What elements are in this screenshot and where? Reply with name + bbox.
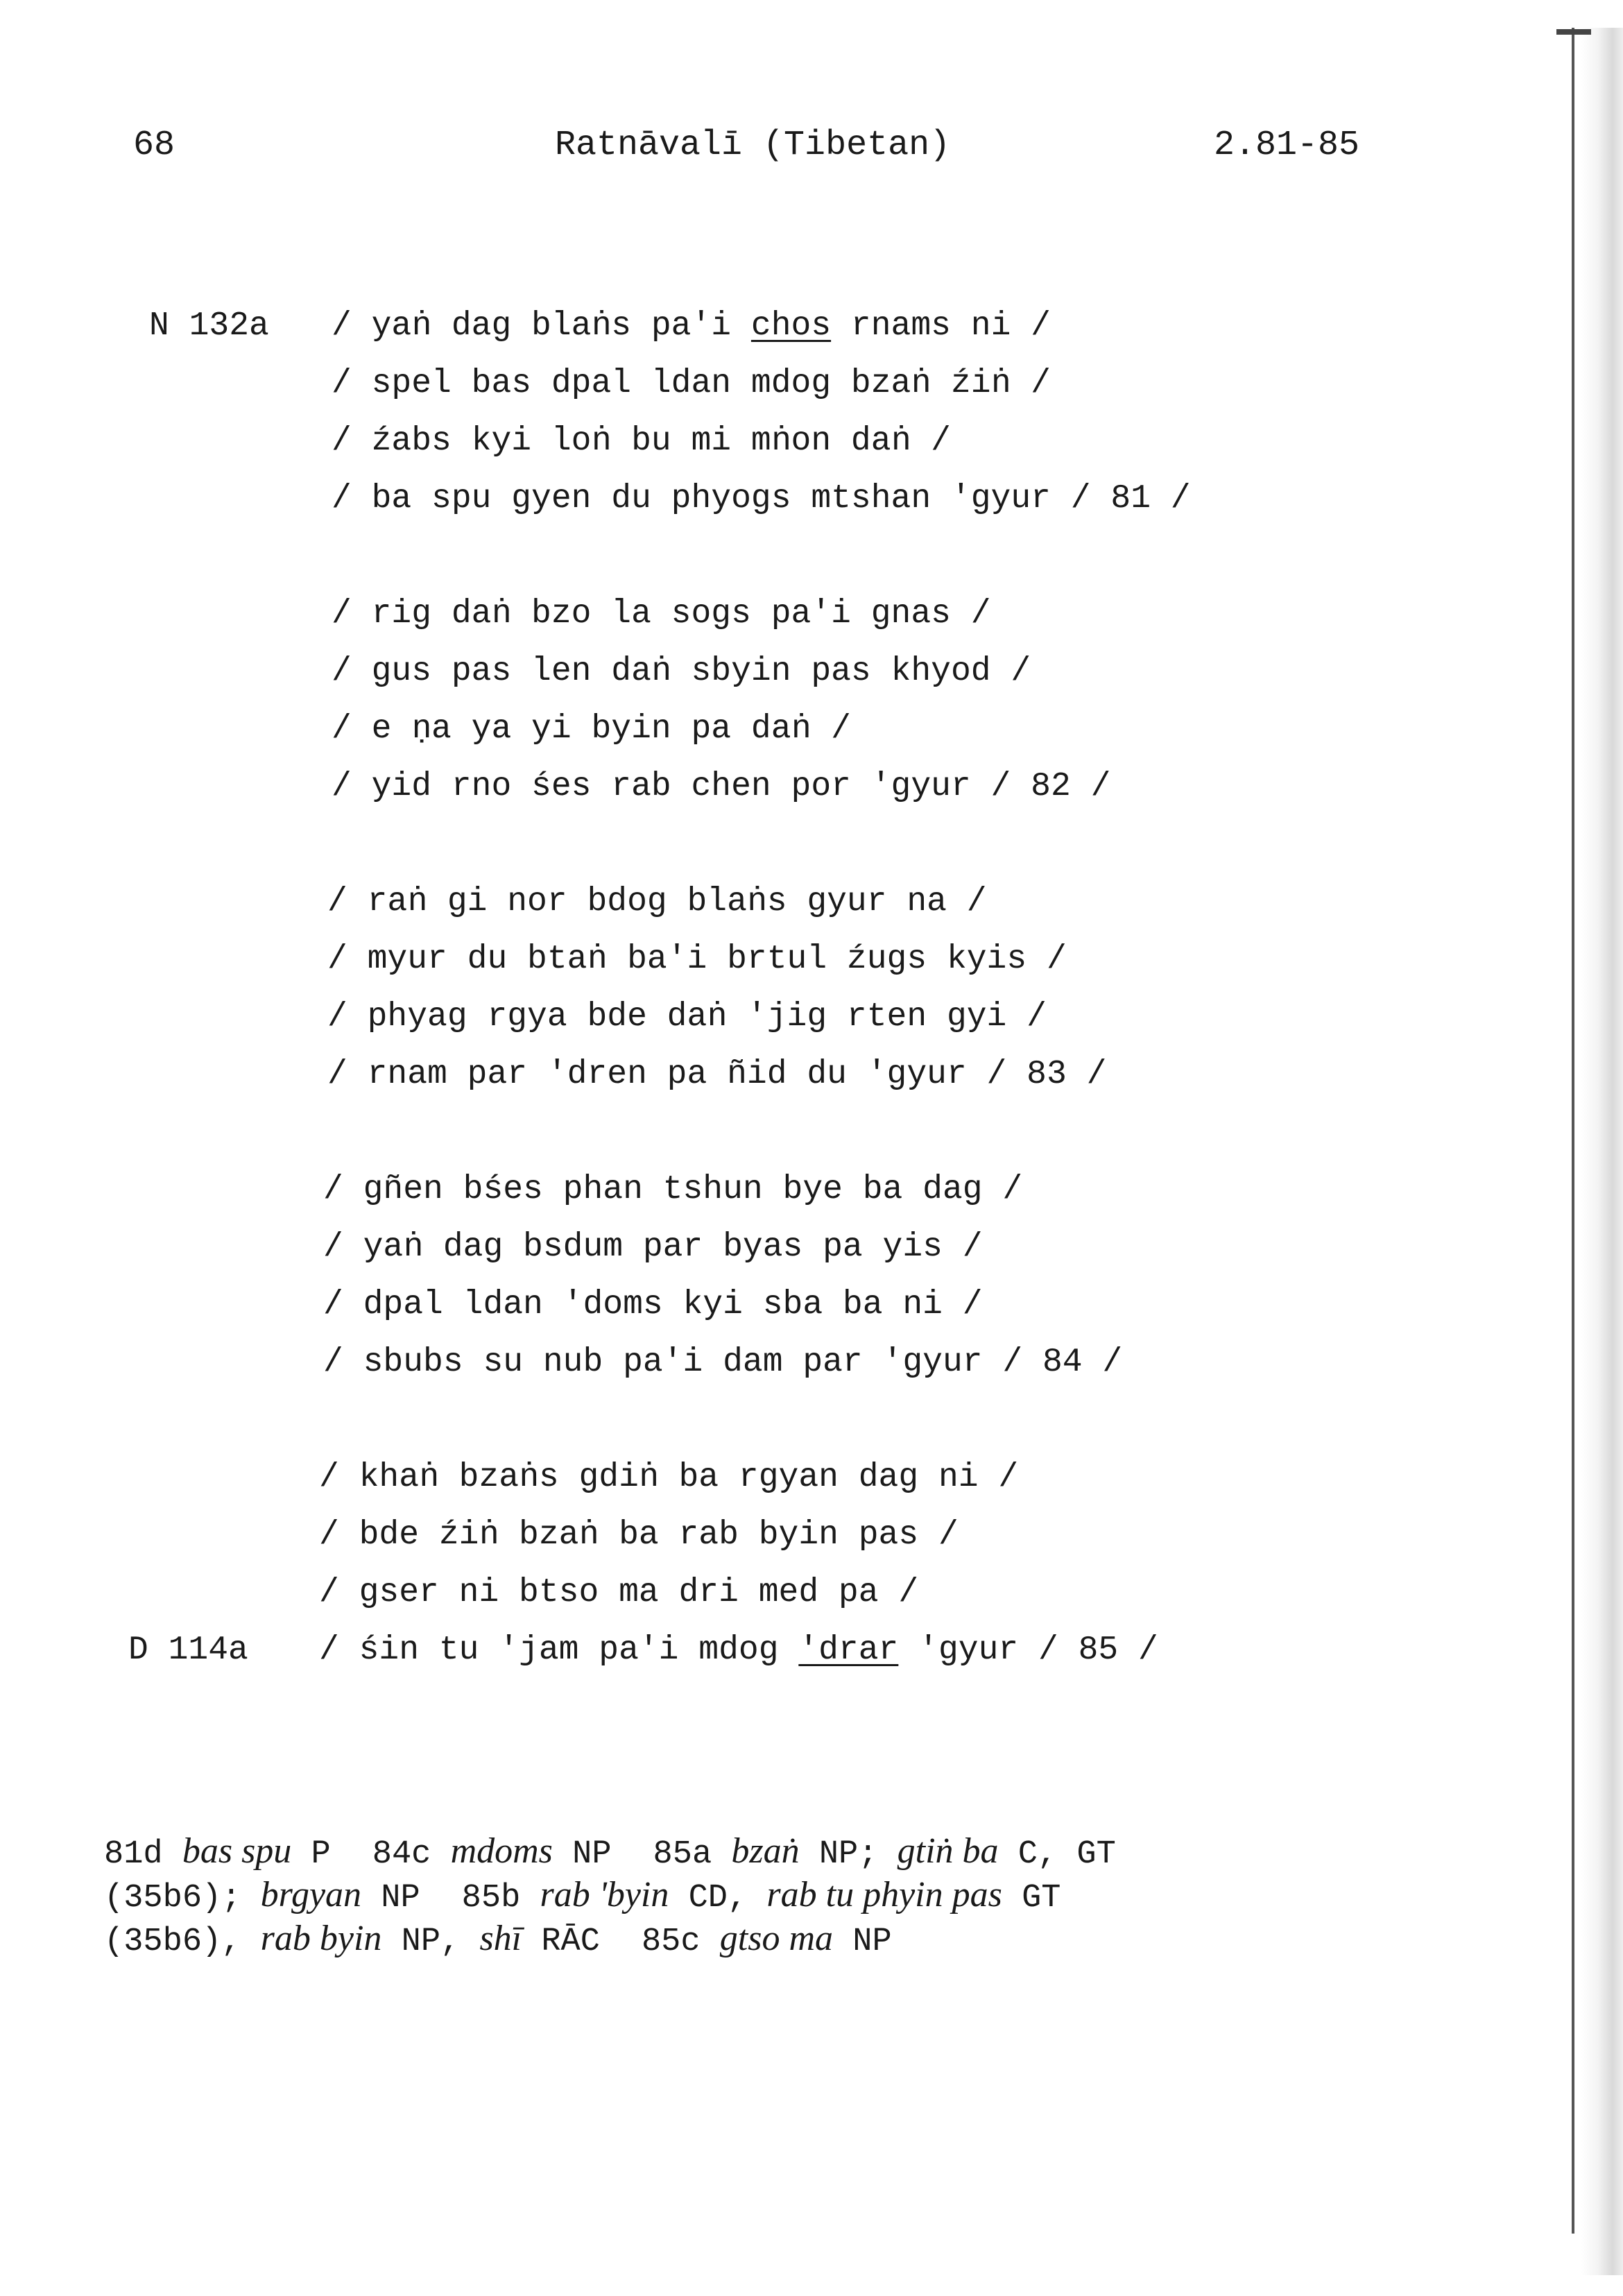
variant-reading: bas spu xyxy=(182,1831,292,1871)
scan-binding-edge xyxy=(1581,28,1623,2275)
verse-line: / yaṅ dag bsdum par byas pa yis / xyxy=(323,1228,983,1266)
verse-line: / phyag rgya bde daṅ 'jig rten gyi / xyxy=(327,998,1047,1036)
folio-reference: D 114a xyxy=(128,1631,248,1669)
variant-reading: brgyan xyxy=(260,1875,362,1914)
verse-line: / gñen bśes phan tshun bye ba dag / xyxy=(323,1171,1023,1208)
apparatus-line: 81d bas spu P 84c mdoms NP 85a bzaṅ NP; gtiṅ ba C, GT xyxy=(104,1831,1116,1873)
verse-line: / ba spu gyen du phyogs mtshan 'gyur / 81 / xyxy=(332,480,1191,517)
verse-line: / gus pas len daṅ sbyin pas khyod / xyxy=(332,653,1031,690)
variant-reading: mdoms xyxy=(450,1831,553,1871)
scan-binding-cap xyxy=(1556,29,1591,35)
underlined-word: 'drar xyxy=(798,1631,899,1669)
verse-line: / yid rno śes rab chen por 'gyur / 82 / xyxy=(332,768,1111,805)
verse-line: / raṅ gi nor bdog blaṅs gyur na / xyxy=(327,883,987,920)
variant-reading: rab byin xyxy=(260,1919,382,1958)
underlined-word: chos xyxy=(750,307,832,345)
variant-reading: bzaṅ xyxy=(731,1831,800,1871)
verse-line: / dpal ldan 'doms kyi sba ba ni / xyxy=(323,1286,983,1323)
verse-line: / gser ni btso ma dri med pa / xyxy=(319,1574,919,1611)
verse-line: / yaṅ dag blaṅs pa'i chos rnams ni / xyxy=(332,307,1051,345)
scan-binding-line xyxy=(1572,28,1574,2234)
verse-line: / myur du btaṅ ba'i brtul źugs kyis / xyxy=(327,941,1067,978)
variant-reading: rab 'byin xyxy=(540,1875,669,1914)
verse-line: / sbubs su nub pa'i dam par 'gyur / 84 / xyxy=(323,1344,1123,1381)
folio-reference: N 132a xyxy=(149,307,269,345)
verse-line: / e ṇa ya yi byin pa daṅ / xyxy=(332,710,851,748)
verse-line: / bde źiṅ bzaṅ ba rab byin pas / xyxy=(319,1516,959,1554)
verse-line: / khaṅ bzaṅs gdiṅ ba rgyan dag ni / xyxy=(319,1459,1019,1496)
verse-line: / rig daṅ bzo la sogs pa'i gnas / xyxy=(332,595,991,633)
critical-apparatus xyxy=(104,1831,1283,1962)
page-number: 68 xyxy=(133,126,175,165)
variant-reading: shī xyxy=(479,1919,522,1958)
variant-reading: gtiṅ ba xyxy=(897,1831,999,1871)
verse-line: / rnam par 'dren pa ñid du 'gyur / 83 / xyxy=(327,1056,1107,1093)
verse-line: / śin tu 'jam pa'i mdog 'drar 'gyur / 85 / xyxy=(319,1631,1158,1669)
running-title: Ratnāvalī (Tibetan) xyxy=(555,126,951,165)
verse-line: / spel bas dpal ldan mdog bzaṅ źiṅ / xyxy=(332,365,1051,402)
variant-reading: gtso ma xyxy=(719,1919,834,1958)
verse-line: / źabs kyi loṅ bu mi mṅon daṅ / xyxy=(332,422,951,460)
section-range: 2.81-85 xyxy=(1214,126,1360,165)
apparatus-line: (35b6), rab byin NP, shī RĀC 85c gtso ma NP xyxy=(104,1919,892,1960)
variant-reading: rab tu phyin pas xyxy=(766,1875,1002,1914)
apparatus-line: (35b6); brgyan NP 85b rab 'byin CD, rab tu phyin pas GT xyxy=(104,1875,1061,1917)
